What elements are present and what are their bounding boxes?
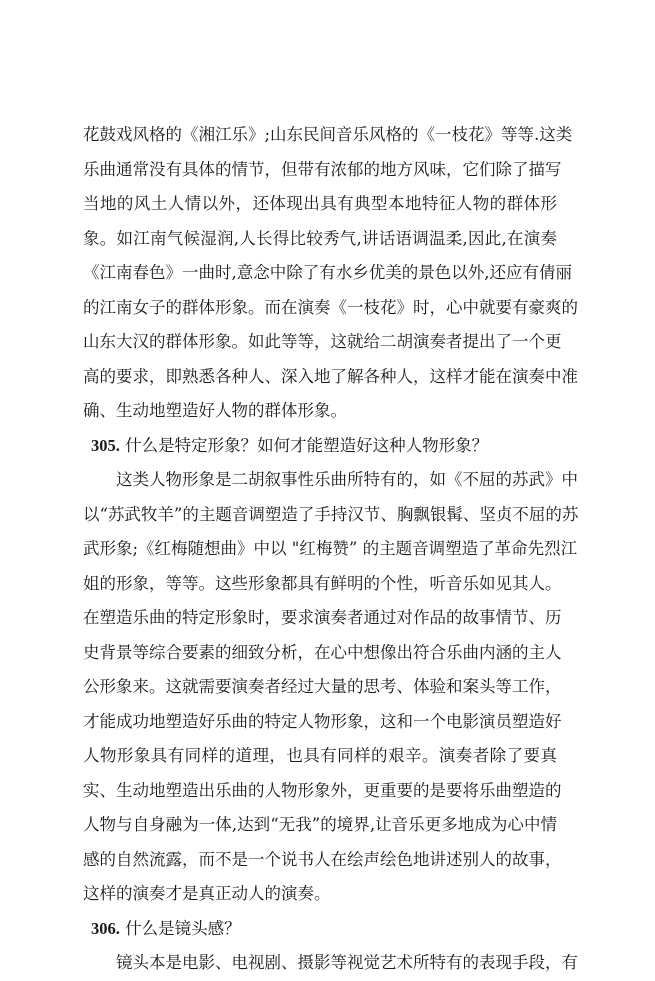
text-line: 乐曲通常没有具体的情节，但带有浓郁的地方风味，它们除了描写 bbox=[83, 159, 562, 179]
body-text bbox=[83, 118, 579, 981]
text-line: 史背景等综合要素的细致分析，在心中想像出符合乐曲内涵的主人 bbox=[83, 642, 562, 662]
text-line: 象。如江南气候湿润,人长得比较秀气,讲话语调温柔,因此,在演奏 bbox=[83, 228, 557, 248]
question-heading-306 bbox=[83, 912, 557, 947]
text-line: 才能成功地塑造好乐曲的特定人物形象，这和一个电影演员塑造好 bbox=[83, 711, 562, 731]
text-line: 姐的形象，等等。这些形象都具有鲜明的个性，听音乐如见其人。 bbox=[83, 573, 562, 593]
text-line: 公形象来。这就需要演奏者经过大量的思考、体验和案头等工作， bbox=[83, 677, 562, 696]
text-line: 当地的风土人情以外，还体现出具有典型本地特征人物的群体形 bbox=[83, 194, 557, 213]
text-line: 确、生动地塑造好人物的群体形象。 bbox=[83, 401, 347, 420]
text-line: 《江南春色》一曲时,意念中除了有水乡优美的景色以外,还应有倩丽 bbox=[83, 263, 572, 282]
text-line: 的江南女子的群体形象。而在演奏《一枝花》时，心中就要有豪爽的 bbox=[83, 297, 578, 317]
question-text: 什么是特定形象？如何才能塑造好这种人物形象？ bbox=[125, 435, 489, 455]
text-line: 人物形象具有同样的道理，也具有同样的艰辛。演奏者除了要真 bbox=[83, 746, 557, 765]
question-number: 306. bbox=[91, 918, 120, 938]
text-line: 感的自然流露，而不是一个说书人在绘声绘色地讲述别人的故事， bbox=[83, 849, 562, 869]
question-heading-305 bbox=[83, 429, 557, 464]
text-line: 这样的演奏才是真正动人的演奏。 bbox=[83, 884, 331, 903]
text-line: 山东大汉的群体形象。如此等等，这就给二胡演奏者提出了一个更 bbox=[83, 332, 562, 351]
text-line: 高的要求，即熟悉各种人、深入地了解各种人，这样才能在演奏中准 bbox=[83, 366, 578, 386]
text-line: 以“苏武牧羊”的主题音调塑造了手持汉节、胸飘银髯、坚贞不屈的苏 bbox=[83, 504, 579, 524]
text-line: 这类人物形象是二胡叙事性乐曲所特有的，如《不屈的苏武》中 bbox=[116, 470, 578, 489]
text-line: 武形象;《红梅随想曲》中以 "红梅赞” 的主题音调塑造了革命先烈江 bbox=[83, 539, 578, 558]
text-line: 花鼓戏风格的《湘江乐》;山东民间音乐风格的《一枝花》等等.这类 bbox=[83, 125, 573, 144]
text-line: 人物与自身融为一体,达到“无我”的境界,让音乐更多地成为心中情 bbox=[83, 815, 557, 834]
text-line: 实、生动地塑造出乐曲的人物形象外，更重要的是要将乐曲塑造的 bbox=[83, 780, 562, 800]
text-line: 镜头本是电影、电视剧、摄影等视觉艺术所特有的表现手段，有 bbox=[116, 953, 578, 972]
text-line: 在塑造乐曲的特定形象时，要求演奏者通过对作品的故事情节、历 bbox=[83, 608, 562, 627]
question-text: 什么是镜头感？ bbox=[125, 918, 241, 938]
question-number: 305. bbox=[91, 435, 120, 455]
